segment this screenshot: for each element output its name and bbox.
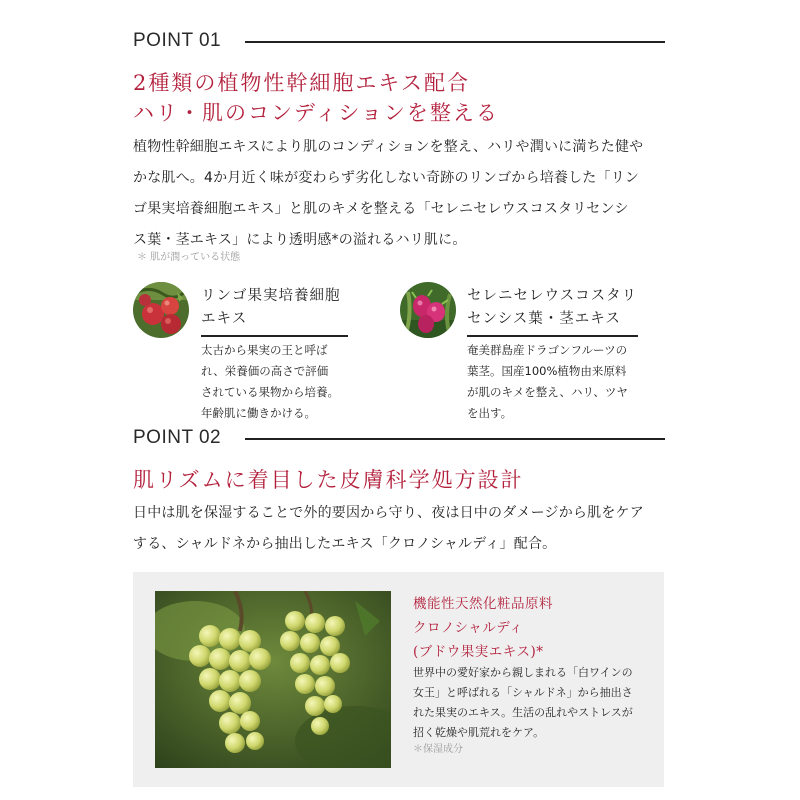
grapes-photo-icon bbox=[155, 591, 391, 768]
ingredient-apple-rule bbox=[201, 335, 348, 337]
ingredient-apple-title-line2: エキス bbox=[201, 311, 248, 327]
desc-line: 招く乾燥や肌荒れをケア。 bbox=[413, 726, 545, 739]
ingredient-dragonfruit-rule bbox=[467, 335, 638, 337]
body-line: ゴ果実培養細胞エキス」と肌のキメを整える「セレニセレウスコスタリセンシ bbox=[133, 201, 629, 217]
body-line: 日中は肌を保湿することで外的要因から守り、夜は日中のダメージから肌をケア bbox=[133, 505, 644, 521]
desc-line: れ、栄養価の高さで評価 bbox=[201, 364, 329, 378]
point-02-header bbox=[133, 423, 665, 453]
body-line: する、シャルドネから抽出したエキス「クロノシャルディ」配合。 bbox=[133, 536, 557, 552]
body-line: ス葉・茎エキス」により透明感*の溢れるハリ肌に。 bbox=[133, 232, 467, 248]
ingredient-dragonfruit-desc bbox=[467, 340, 628, 424]
point-01-label: POINT 01 bbox=[133, 30, 222, 51]
desc-line: が肌のキメを整え、ハリ、ツヤ bbox=[467, 385, 628, 399]
panel-footnote: ＊保湿成分 bbox=[413, 744, 463, 755]
dragonfruit-photo-icon bbox=[400, 282, 456, 338]
desc-line: れた果実のエキス。生活の乱れやストレスが bbox=[413, 706, 633, 719]
point-01-rule bbox=[245, 41, 665, 43]
point-02-headline: 肌リズムに着目した皮膚科学処方設計 bbox=[133, 468, 524, 492]
apple-photo-icon bbox=[133, 282, 189, 338]
panel-description bbox=[413, 663, 653, 743]
point-01-header bbox=[133, 26, 665, 56]
panel-kicker-line3: (ブドウ果実エキス)* bbox=[413, 644, 544, 660]
ingredient-dragonfruit-title-line1: セレニセレウスコスタリ bbox=[467, 288, 638, 304]
desc-line: を出す。 bbox=[467, 406, 513, 420]
panel-kicker-line1: 機能性天然化粧品原料 bbox=[413, 596, 553, 612]
desc-line: されている果物から培養。 bbox=[201, 385, 339, 399]
desc-line: 世界中の愛好家から親しまれる「白ワインの bbox=[413, 666, 633, 679]
desc-line: 奄美群島産ドラゴンフルーツの bbox=[467, 343, 628, 357]
desc-line: 年齢肌に働きかける。 bbox=[201, 406, 316, 420]
body-line: 植物性幹細胞エキスにより肌のコンディションを整え、ハリや潤いに満ちた健や bbox=[133, 139, 644, 155]
point-02-body bbox=[133, 498, 668, 560]
panel-kicker-line2: クロノシャルディ bbox=[413, 620, 524, 636]
body-line: かな肌へ。4か月近く味が変わらず劣化しない奇跡のリンゴから培養した「リン bbox=[133, 170, 640, 186]
desc-line: 葉茎。国産100%植物由来原料 bbox=[467, 364, 627, 378]
ingredient-apple-desc bbox=[201, 340, 339, 424]
point-02-rule bbox=[245, 438, 665, 440]
point-02-label: POINT 02 bbox=[133, 427, 222, 448]
ingredient-apple bbox=[133, 282, 348, 420]
point-01-body bbox=[133, 132, 668, 256]
chronochardy-panel bbox=[133, 572, 664, 787]
panel-kicker bbox=[413, 592, 553, 664]
point-01-headline-line2: ハリ・肌のコンディションを整える bbox=[133, 101, 499, 125]
ingredient-apple-title-line1: リンゴ果実培養細胞 bbox=[201, 288, 341, 304]
desc-line: 女王」と呼ばれる「シャルドネ」から抽出さ bbox=[413, 686, 633, 699]
point-01-footnote: ＊ 肌が潤っている状態 bbox=[137, 252, 241, 263]
ingredient-dragonfruit-title-line2: センシス葉・茎エキス bbox=[467, 311, 621, 327]
point-01-headline-line1: 2種類の植物性幹細胞エキス配合 bbox=[133, 71, 470, 95]
desc-line: 太古から果実の王と呼ば bbox=[201, 343, 328, 357]
ingredient-dragonfruit bbox=[400, 282, 665, 420]
